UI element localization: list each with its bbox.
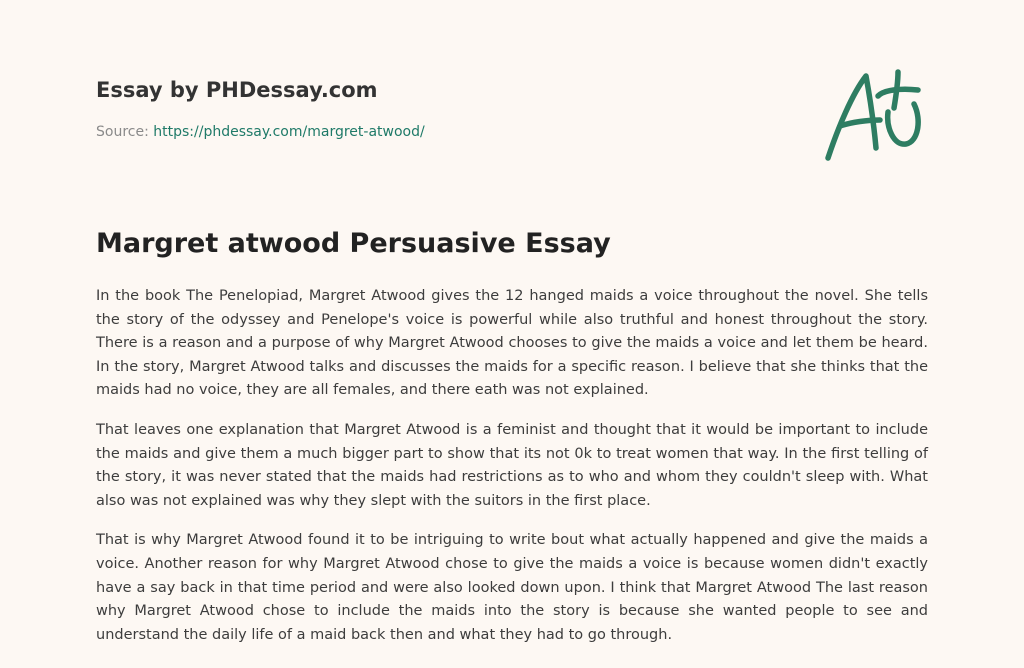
essay-body: [96, 285, 928, 663]
site-brand: Essay by PHDessay.com: [96, 78, 378, 102]
header: [96, 76, 796, 142]
essay-paragraph: In the book The Penelopiad, Margret Atwood gives the 12 hanged maids a voice throughout the novel. She tells the story of the odyssey and Penelope's voice is powerful while also truthful and honest throughout the story. There is a reason and a purpose of why Margret Atwood chooses to give the maids a voice and let them be heard. In the story, Margret Atwood talks and discusses the maids for a specific reason. I believe that she thinks that the maids had no voice, they are all females, and there eath was not explained.: [96, 288, 928, 399]
a-plus-logo-icon: [822, 68, 930, 164]
essay-paragraph: That leaves one explanation that Margret Atwood is a feminist and thought that it would be important to include the maids and give them a much bigger part to show that its not 0k to treat women that way. In the first telling of the story, it was never stated that the maids had restrictions as to who and whom they couldn't sleep with. What also was not explained was why they slept with the suitors in the first place.: [96, 421, 928, 509]
essay-paragraph: That is why Margret Atwood found it to be intriguing to write bout what actually happened and give the maids a voice. Another reason for why Margret Atwood chose to give the maids a voice is because women didn't exactly have a say back in that time period and were also looked down upon. I think that Margret Atwood The last reason why Margret Atwood chose to include the maids into the story is because she wanted people to see and understand the daily life of a maid back then and what they had to go through.: [96, 532, 928, 643]
source-label: Source:: [96, 124, 149, 140]
source-link[interactable]: https://phdessay.com/margret-atwood/: [153, 124, 425, 140]
source-line: [96, 122, 796, 142]
essay-title: Margret atwood Persuasive Essay: [96, 228, 611, 259]
